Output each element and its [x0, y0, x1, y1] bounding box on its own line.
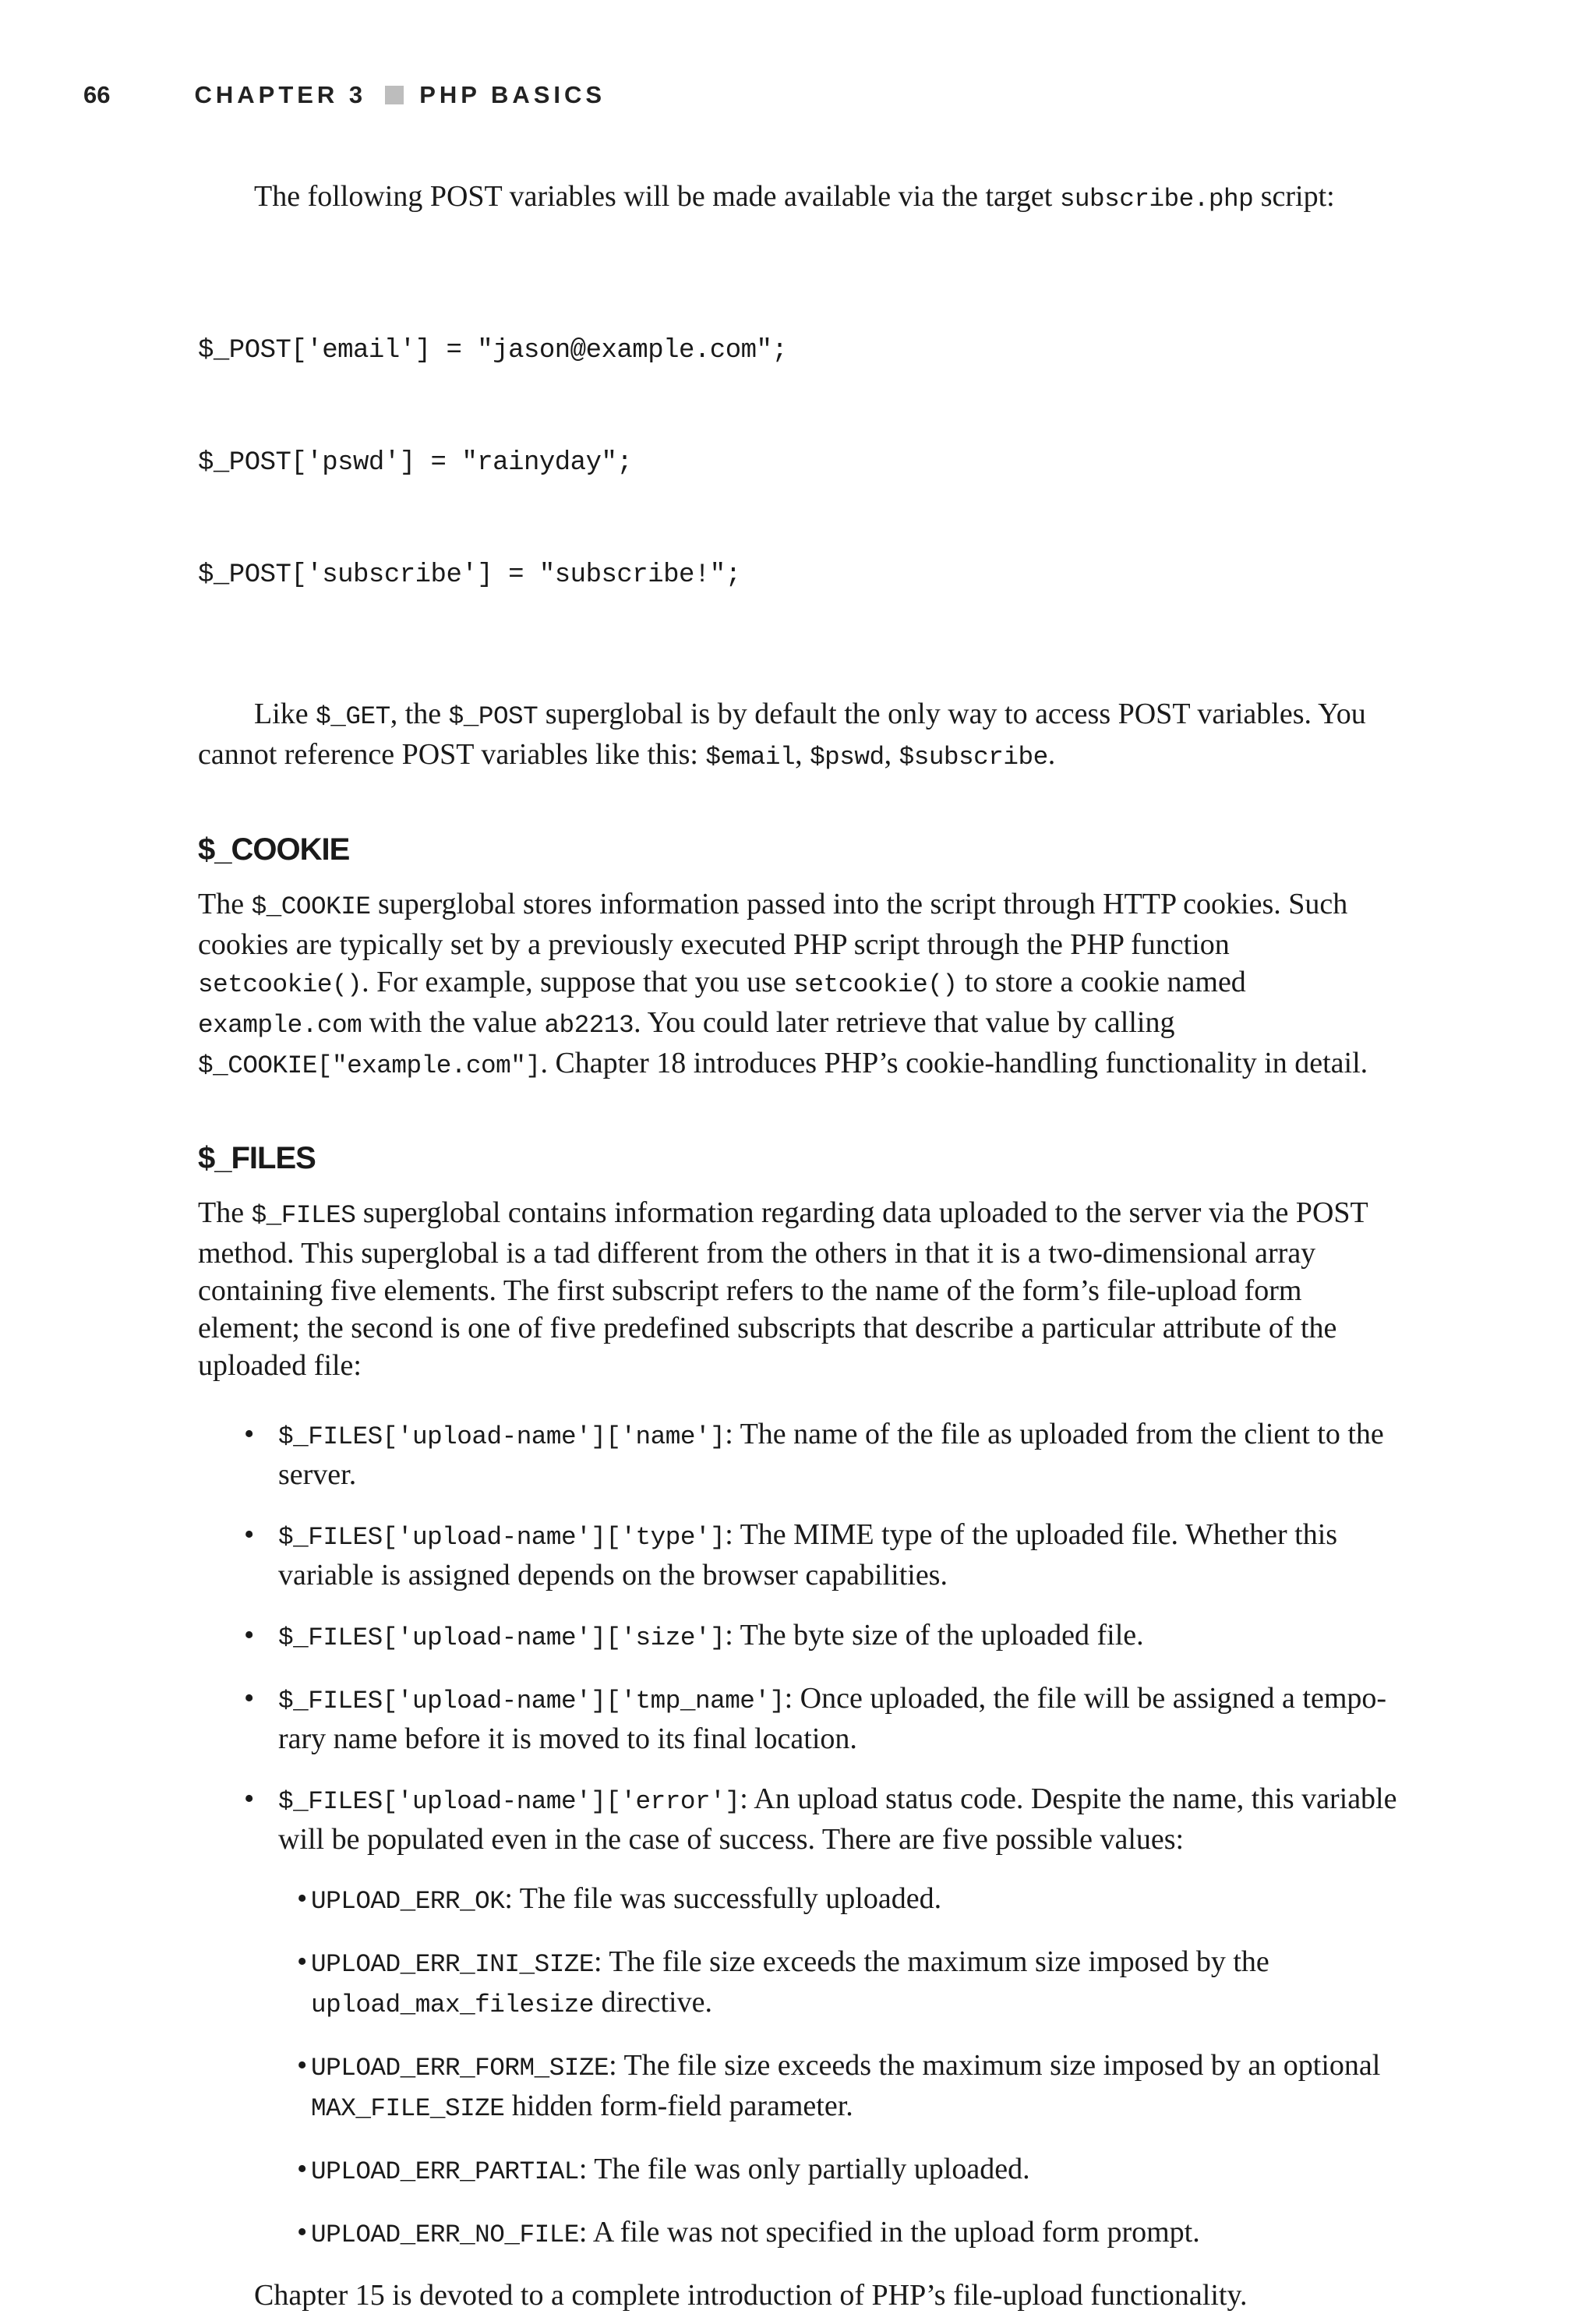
- text-run: : The file was only partially uploaded.: [578, 2153, 1030, 2185]
- closing-paragraph: Chapter 15 is devoted to a complete introduction of PHP’s file-upload functionality.: [254, 2279, 1248, 2312]
- text-run: ,: [884, 738, 899, 771]
- inline-code: $_COOKIE["example.com"]: [198, 1051, 541, 1080]
- list-item: [311, 2047, 1398, 2128]
- list-item: [278, 1616, 1398, 1657]
- inline-code: $email: [705, 743, 796, 772]
- inline-code: $_FILES['upload-name']['tmp_name']: [278, 1687, 785, 1715]
- chapter-label: CHAPTER 3: [194, 81, 367, 108]
- text-run: : The file was successfully uploaded.: [504, 1882, 942, 1915]
- inline-code: UPLOAD_ERR_OK: [311, 1887, 505, 1916]
- text-run: .: [1047, 738, 1056, 771]
- text-run: to store a cookie named: [957, 966, 1246, 998]
- code-block: [198, 257, 1398, 669]
- code-line: $_POST['pswd'] = "rainyday";: [198, 448, 633, 478]
- intro-paragraph: [198, 178, 1398, 218]
- inline-code: setcookie(): [793, 970, 958, 999]
- inline-code: UPLOAD_ERR_INI_SIZE: [311, 1950, 595, 1979]
- page-number: 66: [83, 81, 111, 108]
- text-run: with the value: [362, 1006, 545, 1039]
- inline-code: UPLOAD_ERR_PARTIAL: [311, 2157, 579, 2186]
- inline-code: ab2213: [544, 1011, 634, 1040]
- text-run: The following POST variables will be made available via the target: [254, 180, 1060, 213]
- inline-code: $_POST: [448, 702, 538, 731]
- list-item: [311, 1943, 1398, 2024]
- text-run: : The file size exceeds the maximum size imposed by the: [594, 1945, 1269, 1978]
- inline-code: setcookie(): [198, 970, 362, 999]
- text-run: hidden form-field parameter.: [504, 2090, 853, 2122]
- text-run: superglobal contains information regarding data uploaded to the server via the POST method. This superglobal is a tad different from the others in that it is a two-dimensional array containing five elements. The first subscript refers to the name of the form’s file-upload form element; the second is one of five predefined subscripts that describe a particular attribute of the uploaded file:: [198, 1196, 1368, 1382]
- inline-code: $_FILES['upload-name']['error']: [278, 1787, 740, 1816]
- text-run: . Chapter 18 introduces PHP’s cookie-handling functionality in detail.: [540, 1047, 1368, 1079]
- list-item: [311, 1880, 1398, 1920]
- inline-code: $pswd: [810, 743, 885, 772]
- text-run: , the: [390, 698, 449, 730]
- list-item: [278, 1780, 1398, 2254]
- text-run: . You could later retrieve that value by calling: [634, 1006, 1175, 1039]
- inline-code: $_FILES['upload-name']['type']: [278, 1523, 726, 1552]
- cookie-paragraph: [198, 885, 1398, 1085]
- inline-code: MAX_FILE_SIZE: [311, 2094, 505, 2123]
- text-run: script:: [1253, 180, 1335, 213]
- cookie-heading: $_COOKIE: [198, 832, 350, 867]
- text-run: The: [198, 888, 252, 920]
- inline-code: upload_max_filesize: [311, 1991, 595, 2019]
- files-paragraph: [198, 1194, 1398, 1384]
- text-run: . For example, suppose that you use: [362, 966, 794, 998]
- list-item: [311, 2213, 1398, 2254]
- list-item: [278, 1680, 1398, 1758]
- files-heading: $_FILES: [198, 1141, 316, 1175]
- text-run: : Once uploaded, the file will be assigned a tempo-rary name before it is moved to its final location.: [278, 1682, 1387, 1755]
- text-run: directive.: [594, 1986, 712, 2019]
- text-run: : The file size exceeds the maximum size imposed by an optional: [609, 2049, 1381, 2082]
- text-run: : The byte size of the uploaded file.: [725, 1619, 1144, 1652]
- inline-code: $_FILES['upload-name']['name']: [278, 1422, 726, 1451]
- code-line: $_POST['email'] = "jason@example.com";: [198, 336, 788, 366]
- inline-code: UPLOAD_ERR_FORM_SIZE: [311, 2054, 609, 2083]
- inline-code: $_FILES['upload-name']['size']: [278, 1623, 726, 1652]
- text-run: : An upload status code. Despite the name, this variable will be populated even in the case of success. There are five possible values:: [278, 1782, 1397, 1856]
- inline-code: $subscribe: [899, 743, 1048, 772]
- running-head: [83, 78, 606, 112]
- text-run: superglobal is by default the only way to access POST variables. You cannot reference POST variables like this:: [198, 698, 1366, 771]
- inline-code: example.com: [198, 1011, 362, 1040]
- inline-code: $_COOKIE: [251, 892, 371, 921]
- text-run: The: [198, 1196, 252, 1229]
- error-code-list: [278, 1880, 1398, 2254]
- list-item: [278, 1415, 1398, 1493]
- page-body: [198, 178, 1398, 2314]
- text-run: superglobal stores information passed into the script through HTTP cookies. Such cookies are typically set by a previously executed PHP script through the PHP function: [198, 888, 1348, 961]
- inline-code: $_GET: [316, 702, 390, 731]
- inline-code: subscribe.php: [1059, 185, 1254, 214]
- text-run: Like: [254, 698, 316, 730]
- code-line: $_POST['subscribe'] = "subscribe!";: [198, 560, 741, 590]
- header-separator-square: [385, 86, 404, 104]
- inline-code: $_FILES: [251, 1201, 356, 1230]
- text-run: : The MIME type of the uploaded file. Whether this variable is assigned depends on the browser capabilities.: [278, 1518, 1338, 1592]
- list-item: [311, 2150, 1398, 2191]
- text-run: : The name of the file as uploaded from the client to the server.: [278, 1418, 1384, 1491]
- text-run: ,: [795, 738, 810, 771]
- list-item: [278, 1516, 1398, 1594]
- section-label: PHP BASICS: [419, 81, 606, 108]
- files-subscript-list: [198, 1415, 1398, 2254]
- post-access-paragraph: [198, 695, 1398, 776]
- text-run: : A file was not specified in the upload form prompt.: [578, 2216, 1200, 2249]
- inline-code: UPLOAD_ERR_NO_FILE: [311, 2220, 579, 2249]
